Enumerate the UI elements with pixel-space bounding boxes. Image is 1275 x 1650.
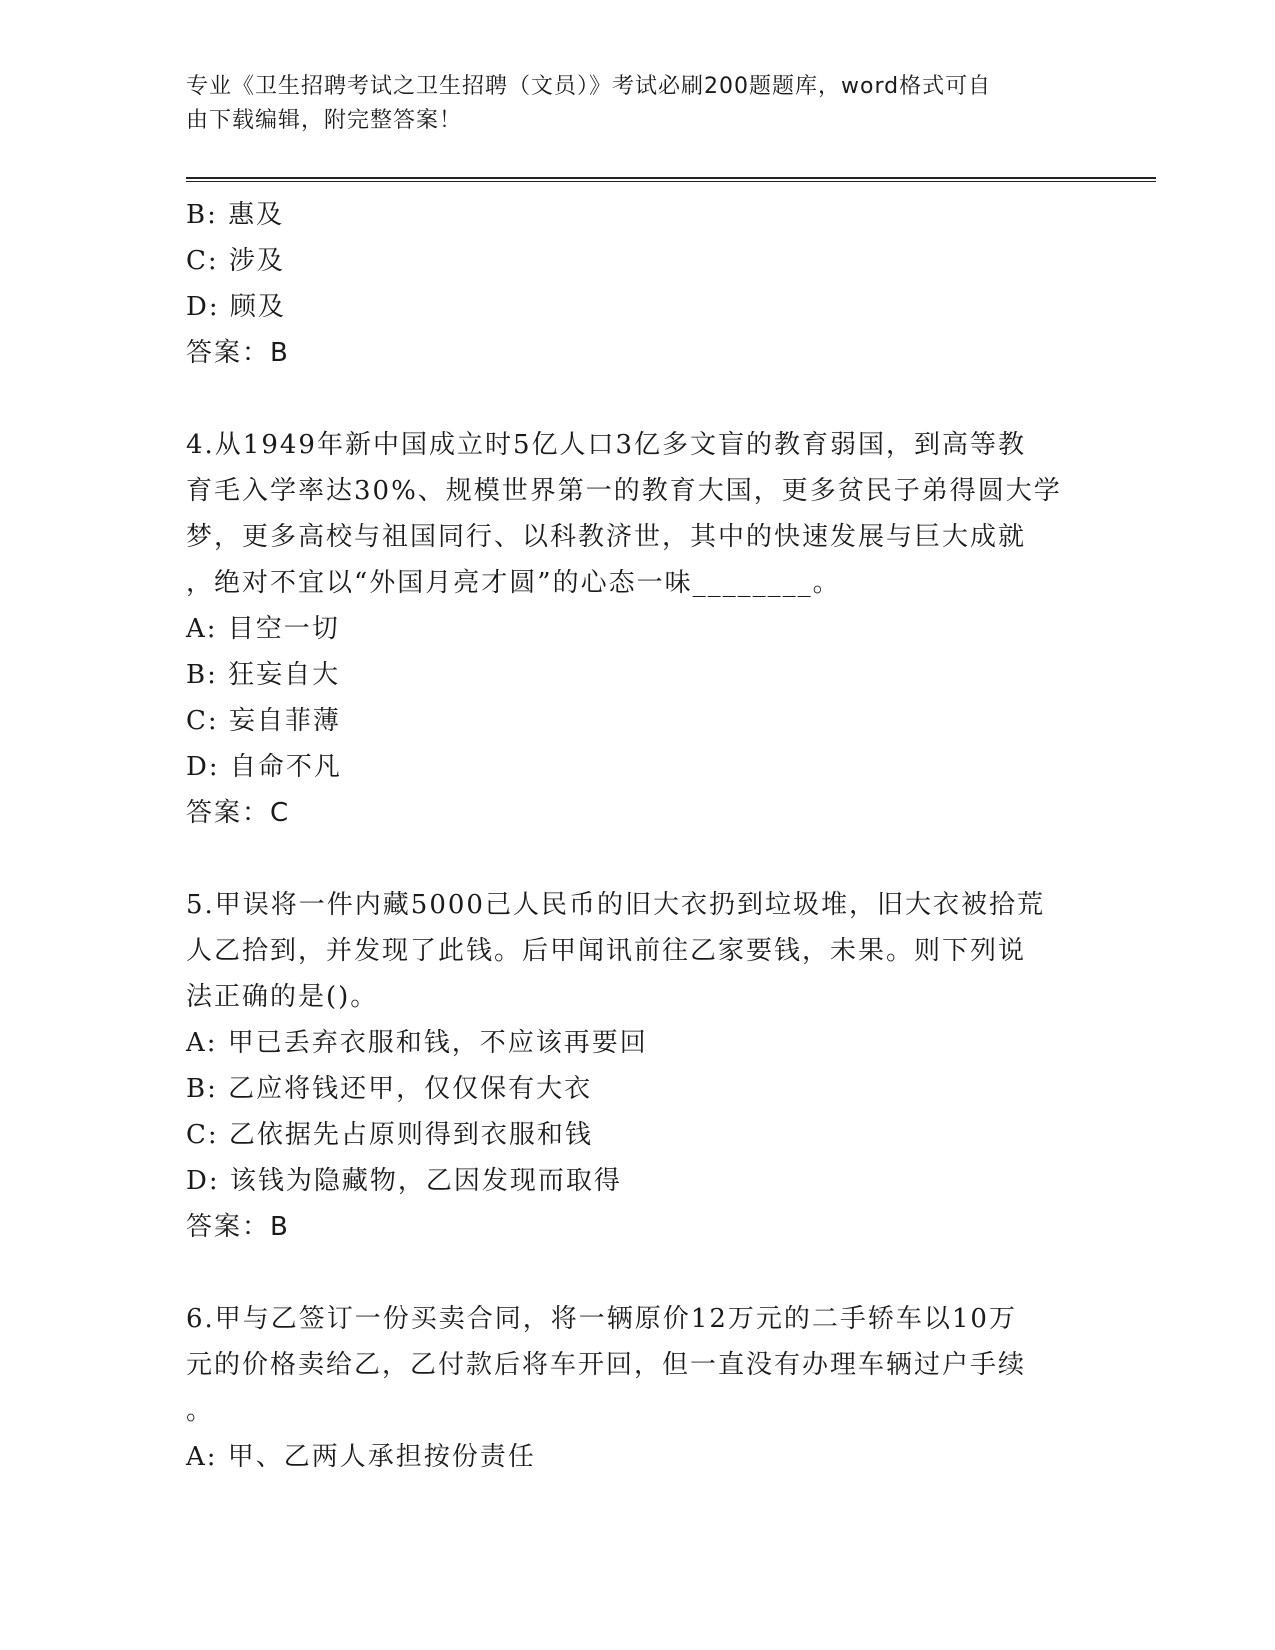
answer: 答案：B [186, 338, 290, 368]
option-d: D: 顾及 [186, 292, 286, 322]
answer: 答案：B [186, 1212, 290, 1242]
header-line-1: 专业《卫生招聘考试之卫生招聘（文员）》考试必刷200题题库，word格式可自 [186, 74, 992, 99]
question-stem-line: ，绝对不宜以“外国月亮才圆”的心态一味________。 [186, 568, 841, 598]
header-divider-thin [186, 181, 1156, 182]
option-c: C: 妄自菲薄 [186, 706, 341, 736]
option-a: A: 目空一切 [186, 614, 340, 644]
question-content [186, 192, 1086, 1480]
option-b: B: 狂妄自大 [186, 660, 341, 690]
question-stem-line: 4.从1949年新中国成立时5亿人口3亿多文盲的教育弱国，到高等教 [186, 430, 1027, 460]
option-c: C: 涉及 [186, 246, 285, 276]
option-b: B: 惠及 [186, 200, 285, 230]
option-c: C: 乙依据先占原则得到衣服和钱 [186, 1120, 593, 1150]
question-stem-line: 。 [186, 1396, 215, 1426]
question-stem-line: 6.甲与乙签订一份买卖合同，将一辆原价12万元的二手轿车以10万 [186, 1304, 1017, 1334]
question-stem-line: 梦，更多高校与祖国同行、以科教济世，其中的快速发展与巨大成就 [186, 522, 1027, 552]
document-header [186, 70, 1086, 138]
question-stem-line: 法正确的是()。 [186, 982, 379, 1012]
header-line-2: 由下载编辑，附完整答案！ [186, 108, 463, 133]
option-d: D: 自命不凡 [186, 752, 342, 782]
option-a: A: 甲、乙两人承担按份责任 [186, 1442, 536, 1472]
option-b: B: 乙应将钱还甲，仅仅保有大衣 [186, 1074, 593, 1104]
question-6 [186, 1296, 1086, 1480]
question-4 [186, 422, 1086, 836]
question-5 [186, 882, 1086, 1250]
option-d: D: 该钱为隐藏物，乙因发现而取得 [186, 1166, 622, 1196]
question-stem-line: 人乙拾到，并发现了此钱。后甲闻讯前往乙家要钱，未果。则下列说 [186, 936, 1027, 966]
question-stem-line: 育毛入学率达30%、规模世界第一的教育大国，更多贫民子弟得圆大学 [186, 476, 1062, 506]
question-stem-line: 元的价格卖给乙，乙付款后将车开回，但一直没有办理车辆过户手续 [186, 1350, 1027, 1380]
header-divider [186, 177, 1156, 179]
question-stem-line: 5.甲误将一件内藏5000己人民币的旧大衣扔到垃圾堆，旧大衣被拾荒 [186, 890, 1045, 920]
question-3-tail [186, 192, 1086, 376]
answer: 答案：C [186, 798, 291, 828]
option-a: A: 甲已丢弃衣服和钱，不应该再要回 [186, 1028, 648, 1058]
